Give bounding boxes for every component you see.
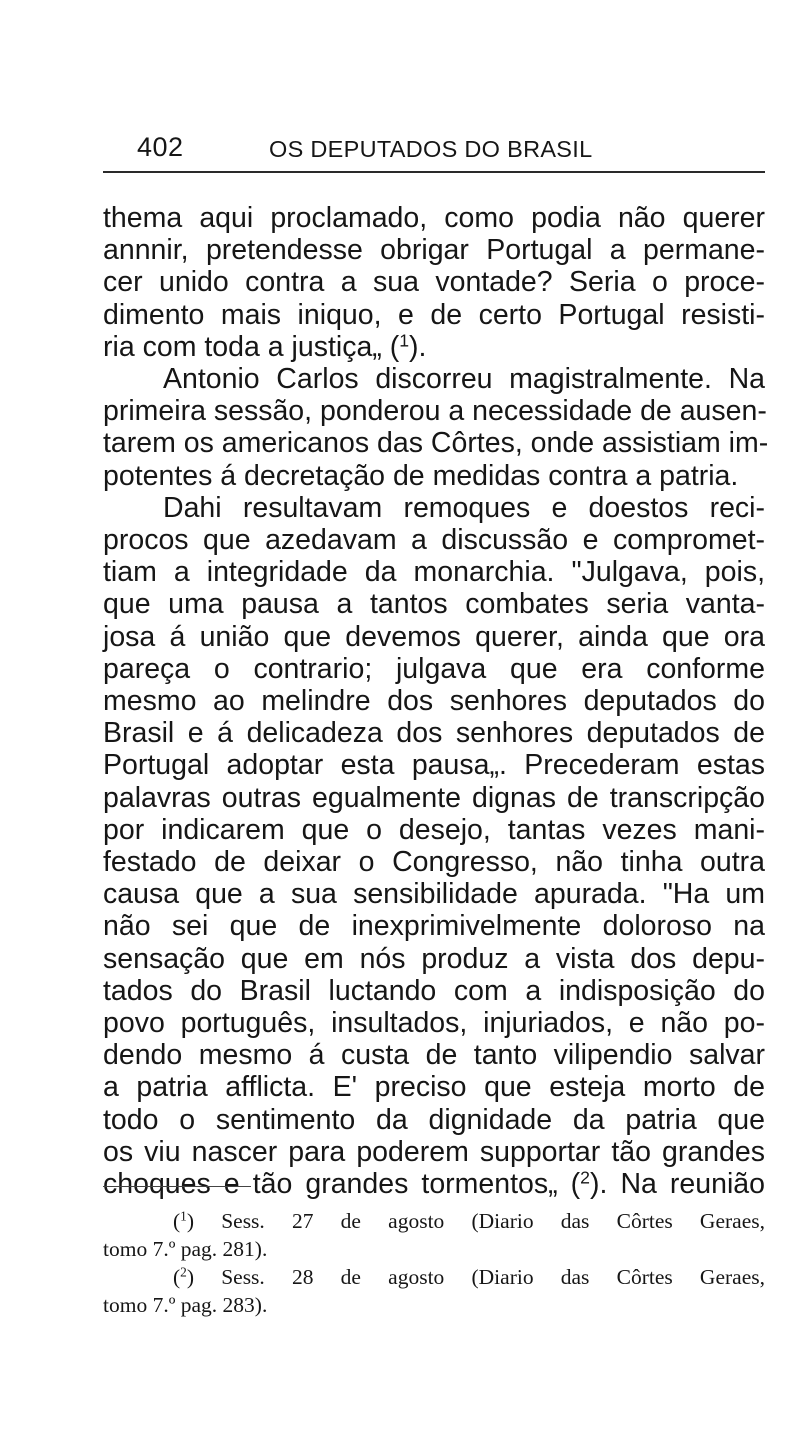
text-line: cer unido contra a sua vontade? Seria o proce- — [103, 266, 765, 299]
text-line: não sei que de inexprimivelmente doloroso na — [103, 910, 765, 943]
text-line: primeira sessão, ponderou a necessidade de ausen- — [103, 395, 767, 428]
text-line: palavras outras egualmente dignas de transcripção — [103, 781, 765, 814]
text-line: os viu nascer para poderem supportar tão grandes — [103, 1135, 765, 1168]
text-fragment: ) Sess. 28 de agosto (Diario das Côrtes Geraes, — [186, 1265, 765, 1289]
text-line — [103, 331, 765, 363]
text-line: pareça o contrario; julgava que era conforme — [103, 652, 765, 685]
text-line: a patria afflicta. E' preciso que esteja morto de — [103, 1071, 765, 1104]
text-line: sensação que em nós produz a vista dos depu- — [103, 942, 765, 975]
footnote-1 — [103, 1207, 765, 1235]
text-line: thema aqui proclamado, como podia não querer — [103, 202, 765, 234]
footnote-ref-2: 2 — [580, 1167, 590, 1188]
footnote-2 — [103, 1263, 765, 1291]
text-line: povo português, insultados, injuriados, e não po- — [103, 1007, 765, 1040]
text-line: dimento mais iniquo, e de certo Portugal resisti- — [103, 298, 765, 331]
text-line: josa á união que devemos querer, ainda que ora — [103, 620, 765, 653]
text-line: causa que a sua sensibilidade apurada. "Ha um — [103, 878, 765, 911]
text-fragment: ( — [173, 1265, 181, 1289]
footnote-number-2: 2 — [180, 1264, 187, 1280]
running-title: OS DEPUTADOS DO BRASIL — [269, 136, 593, 162]
footnote-rule — [103, 1186, 251, 1187]
text-line: mesmo ao melindre dos senhores deputados do — [103, 685, 765, 718]
text-line: procos que azedavam a discussão e compromet- — [103, 524, 765, 557]
text-line: tiam a integridade da monarchia. "Julgava, pois, — [103, 556, 765, 589]
text-fragment: ). — [409, 330, 427, 363]
text-fragment: ( — [173, 1209, 181, 1233]
header-rule — [103, 171, 765, 173]
footnote-line: tomo 7.º pag. 281). — [103, 1237, 268, 1261]
text-line: Portugal adoptar esta pausa„. Precederam estas — [103, 749, 765, 782]
text-line — [103, 1168, 765, 1200]
footnote-ref-1: 1 — [399, 330, 410, 351]
text-fragment: choques e tão grandes tormentos„ ( — [103, 1168, 581, 1201]
footnote-number-1: 1 — [180, 1208, 187, 1224]
footnote-line: tomo 7.º pag. 283). — [103, 1293, 268, 1317]
text-fragment: ) Sess. 27 de agosto (Diario das Côrtes Geraes, — [186, 1209, 765, 1233]
paragraph-first-line: Antonio Carlos discorreu magistralmente. Na — [163, 363, 765, 396]
paragraph-first-line: Dahi resultavam remoques e doestos reci- — [163, 491, 765, 524]
text-line: por indicarem que o desejo, tantas vezes mani- — [103, 813, 765, 846]
text-line: tarem os americanos das Côrtes, onde assistiam im- — [103, 427, 769, 460]
text-line: dendo mesmo á custa de tanto vilipendio salvar — [103, 1039, 765, 1072]
text-line: que uma pausa a tantos combates seria vanta- — [103, 588, 765, 621]
text-line: annnir, pretendesse obrigar Portugal a permane- — [103, 234, 765, 267]
text-line: tados do Brasil luctando com a indisposição do — [103, 974, 765, 1007]
body-text — [103, 202, 769, 1201]
running-head — [103, 128, 765, 172]
text-fragment: ria com toda a justiça„ ( — [103, 330, 400, 363]
footnotes — [103, 1207, 765, 1319]
text-line: potentes á decretação de medidas contra a patria. — [103, 459, 739, 492]
text-line: festado de deixar o Congresso, não tinha outra — [103, 846, 765, 879]
text-line: Brasil e á delicadeza dos senhores deputados de — [103, 717, 765, 750]
text-fragment: ). Na reunião — [589, 1168, 765, 1201]
page-number: 402 — [137, 132, 184, 162]
text-line: todo o sentimento da dignidade da patria que — [103, 1103, 765, 1136]
